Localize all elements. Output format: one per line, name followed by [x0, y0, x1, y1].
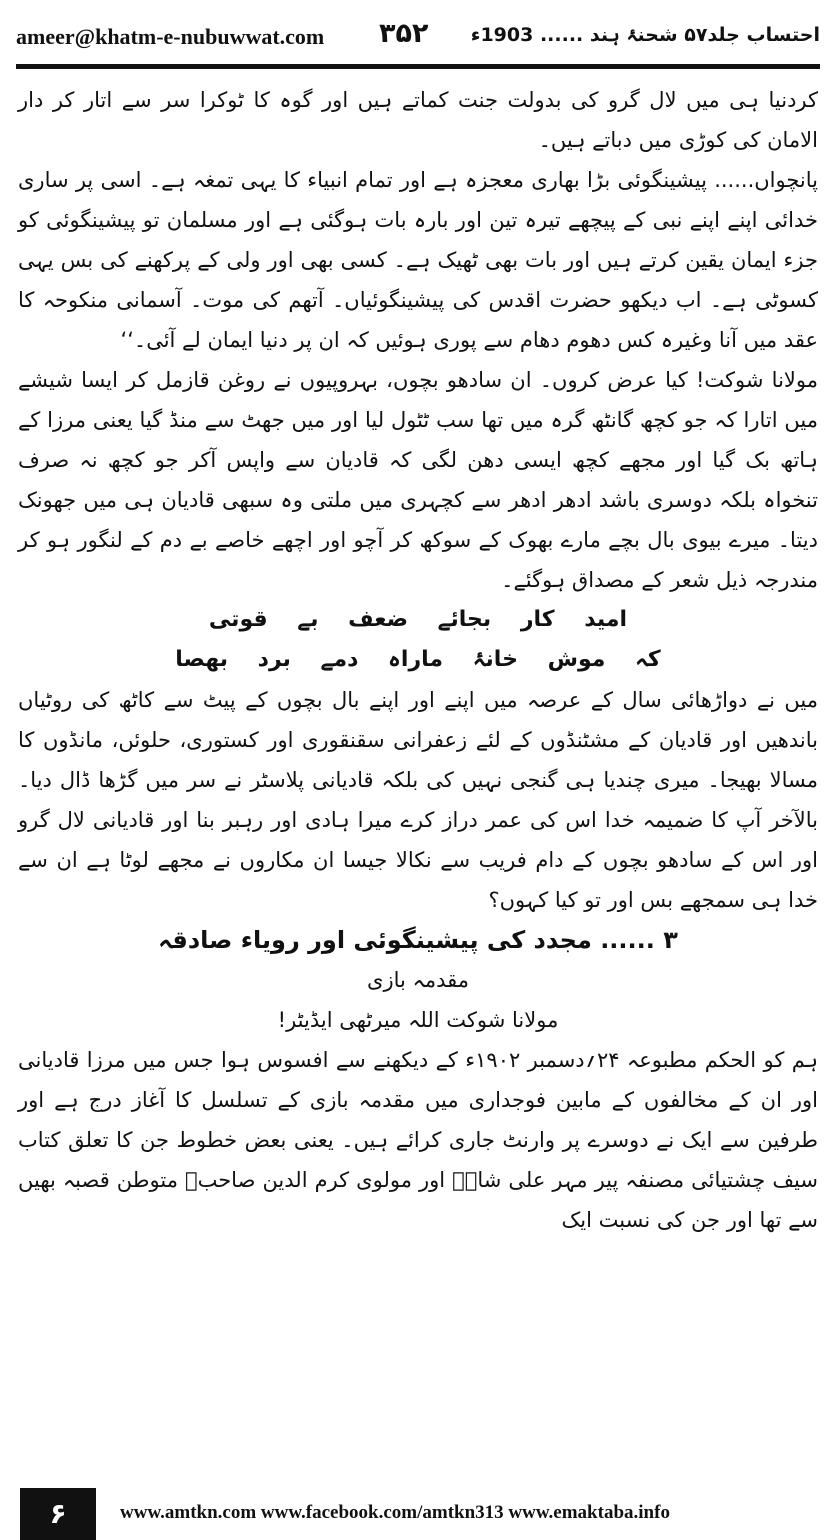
- page-body: [18, 80, 818, 1240]
- addressee: مولانا شوکت اللہ میرٹھی ایڈیٹر!: [277, 1008, 559, 1032]
- footer-page-box: ۶: [20, 1488, 96, 1540]
- paragraph-4: میں نے دواڑھائی سال کے عرصہ میں اپنے اور اپنے بال بچوں کے پیٹ سے کاٹھ کی روٹیاں باندھیں اور قادیان کے مشٹنڈوں کے لئے زعفرانی سقنقوری اور کستوری، حلوئں، مانڈوں کا مسالا بھیجا۔ میری چندیا ہی گنجی نہیں کی بلکہ قادیانی پلاسٹر نے سر میں گڑھا ڈال دیا۔ بالآخر آپ کا ضمیمہ خدا اس کی عمر دراز کرے میرا ہادی اور رہبر بنا اور قادیانی لال گرو اور اس کے سادھو بچوں کے دام فریب سے نکالا جیسا ان مکاروں نے مجھے لوٹا ہے ان سے خدا ہی سمجھے بس اور تو کیا کہوں؟: [18, 688, 818, 912]
- paragraph-5: ہم کو الحکم مطبوعہ ۲۴؍دسمبر ۱۹۰۲ء کے دیکھنے سے افسوس ہوا جس میں مرزا قادیانی اور ان کے مخالفوں کے مابین فوجداری میں مقدمہ بازی کے تسلسل کا آغاز درج ہے اور طرفین سے ایک نے دوسرے پر وارنٹ جاری کرائے ہیں۔ یعنی بعض خطوط جن کا تعلق کتاب سیف چشتیائی مصنفہ پیر مہر علی شاہؒ اور مولوی کرم الدین صاحبؒ متوطن قصبہ بھیں سے تھا اور جن کی نسبت ایک: [18, 1048, 819, 1232]
- verse-line-2: کہ موش خانۂ ماراہ دمے برد بھصا: [175, 647, 661, 672]
- header-email: ameer@khatm-e-nubuwwat.com: [16, 24, 325, 49]
- page-header: [16, 18, 820, 62]
- paragraph-3: مولانا شوکت! کیا عرض کروں۔ ان سادھو بچوں، بہروپیوں نے روغن قازمل کر ایسا شیشے میں اتارا کہ جو کچھ گانٹھ گرہ میں تھا سب ٹٹول لیا اور میں جھٹ سے منڈ گیا یعنی مرزا کے ہاتھ بک گیا اور مجھے کچھ ایسی دھن لگی کہ قادیان سے واپس آکر جو کچھ نہ صرف تنخواہ بلکہ دوسری باشد ادھر ادھر سے کچہری میں ملتی وہ سبھی قادیان ہی میں جھونک دیتا۔ میرے بیوی بال بچے مارے بھوک کے سوکھ کر آچو اور اچھے خاصے بے دم کے لنگور ہو کر مندرجہ ذیل شعر کے مصداق ہوگئے۔: [18, 368, 818, 592]
- running-head: احتساب جلد۵۷ شحنۂ ہند ...... 1903ء: [470, 24, 820, 46]
- page-number: ۳۵۲: [379, 18, 429, 49]
- paragraph-1: کردنیا ہی میں لال گرو کی بدولت جنت کماتے ہیں اور گوہ کا ٹوکرا سر سے اتار کر دار الامان کی کوڑی میں دباتے ہیں۔: [18, 88, 819, 152]
- section-heading: ۳ ...... مجدد کی پیشینگوئی اور رویاء صادقہ: [158, 926, 678, 954]
- header-rule: [16, 64, 820, 69]
- verse-line-1: امید کار بجائے ضعف بے قوتی: [208, 607, 628, 632]
- footer-links: www.amtkn.com www.facebook.com/amtkn313 www.emaktaba.info: [120, 1502, 670, 1523]
- paragraph-2: پانچواں...... پیشینگوئی بڑا بھاری معجزہ ہے اور تمام انبیاء کا یہی تمغہ ہے۔ اسی پر ساری خدائی اپنے اپنے نبی کے پیچھے تیرہ تین اور بارہ بات ہوگئی ہے اور مسلمان تو پیشینگوئی کو جزء ایمان یقین کرتے ہیں اور بات بھی ٹھیک ہے۔ کسی بھی اور ولی کے پرکھنے کی بس یہی کسوٹی ہے۔ اب دیکھو حضرت اقدس کی پیشینگوئیاں۔ آتھم کی موت۔ آسمانی منکوحہ کا عقد میں آنا وغیرہ کس دھوم دھام سے پوری ہوئیں کہ ان پر دنیا ایمان لے آئی۔‘‘: [18, 168, 818, 352]
- subheading: مقدمہ بازی: [367, 968, 469, 992]
